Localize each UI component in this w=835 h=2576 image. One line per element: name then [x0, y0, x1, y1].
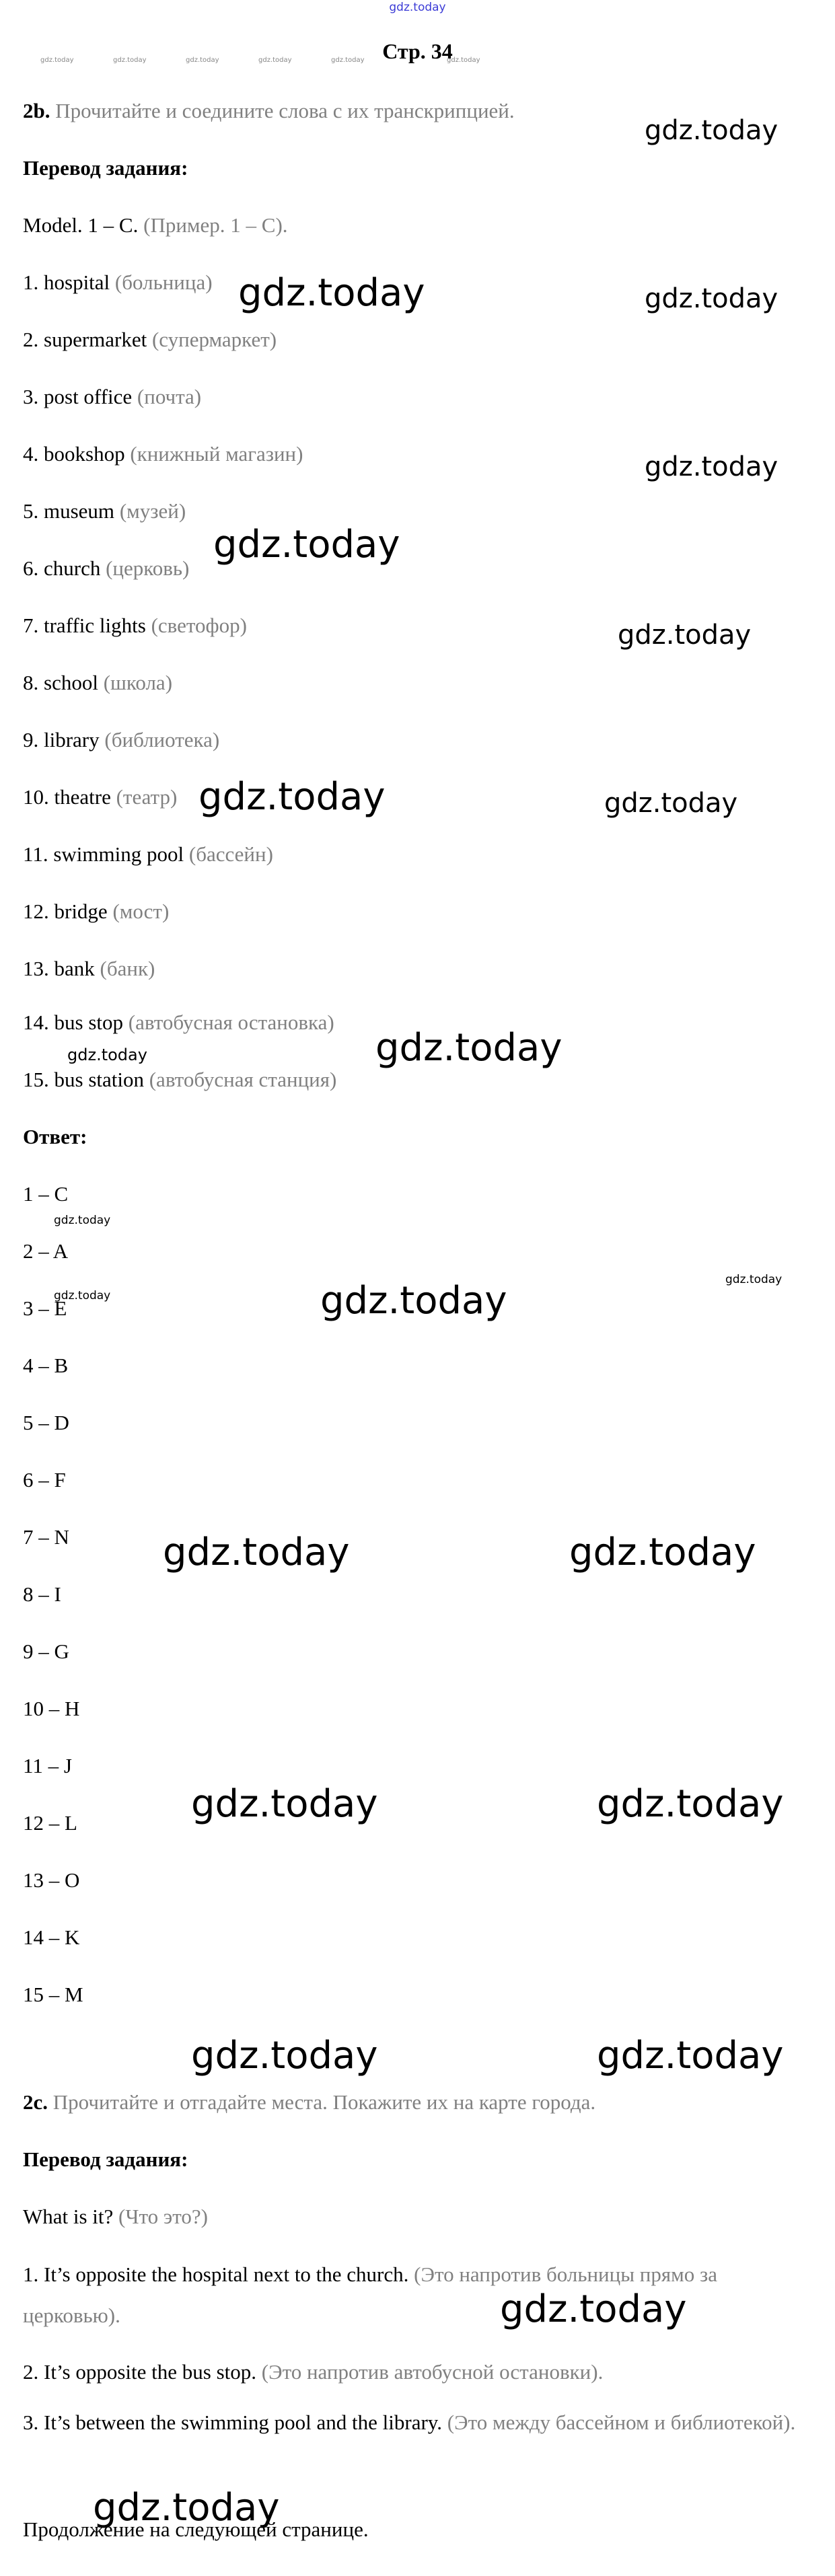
watermark: gdz.today: [198, 775, 386, 819]
site-watermark-top: gdz.today: [389, 1, 446, 14]
watermark: gdz.today: [320, 1279, 507, 1323]
item-ru: (школа): [103, 671, 173, 694]
list-item: [23, 1066, 336, 1093]
watermark: gdz.today: [618, 620, 752, 651]
answer-heading: Ответ:: [23, 1125, 87, 1148]
item-ru: (автобусная остановка): [128, 1010, 334, 1034]
item-en: 15. bus station: [23, 1068, 144, 1091]
list-item: [23, 498, 186, 525]
watermark: gdz.today: [604, 788, 738, 819]
answer-item: 13 – O: [23, 1868, 80, 1892]
watermark: gdz.today: [191, 1782, 378, 1826]
list-item: [23, 326, 277, 353]
list-item: [23, 2351, 810, 2392]
item-ru: (банк): [100, 957, 155, 980]
watermark: gdz.today: [597, 1782, 784, 1826]
list-item: [23, 612, 247, 639]
item-en: 6. church: [23, 556, 101, 580]
answer-item: 3 – E: [23, 1296, 67, 1320]
answer-item: 15 – M: [23, 1983, 83, 2006]
answer-item: 10 – H: [23, 1697, 80, 1720]
watermark: gdz.today: [375, 1026, 562, 1070]
watermark: gdz.today: [191, 2034, 378, 2077]
list-item: [23, 1009, 334, 1036]
item-en: 12. bridge: [23, 899, 108, 923]
item-en: 9. library: [23, 728, 100, 751]
answer-item: 4 – B: [23, 1354, 69, 1377]
list-item: [23, 383, 201, 410]
mini-watermark: gdz.today: [40, 57, 74, 64]
mini-watermark: gdz.today: [447, 57, 480, 64]
list-item: [23, 955, 155, 982]
answer-item: 11 – J: [23, 1754, 72, 1777]
watermark: gdz.today: [597, 2034, 784, 2077]
model-line: [23, 212, 288, 239]
answer-item: 5 – D: [23, 1411, 69, 1434]
instruction-text: Прочитайте и отгадайте места. Покажите их на карте города.: [52, 2090, 596, 2114]
watermark: gdz.today: [645, 115, 778, 146]
question-line: [23, 2203, 208, 2230]
task-number: 2b.: [23, 99, 50, 122]
item-en: 1. hospital: [23, 270, 110, 294]
item-en: 4. bookshop: [23, 442, 125, 466]
mini-watermark: gdz.today: [113, 57, 147, 64]
answer-item: 8 – I: [23, 1582, 61, 1606]
watermark: gdz.today: [645, 451, 778, 482]
list-item: [23, 898, 169, 925]
list-item: [23, 784, 177, 811]
item-en: 7. traffic lights: [23, 614, 146, 637]
list-item: [23, 441, 303, 468]
watermark: gdz.today: [213, 523, 400, 566]
task-2c-instruction: [23, 2089, 595, 2116]
watermark: gdz.today: [238, 271, 425, 315]
list-item: [23, 269, 213, 296]
item-en: 2. It’s opposite the bus stop.: [23, 2360, 257, 2384]
item-ru: (мост): [112, 899, 170, 923]
item-en: 1. It’s opposite the hospital next to the church.: [23, 2262, 409, 2286]
item-ru: (автобусная станция): [149, 1068, 337, 1091]
answer-item: 1 – C: [23, 1182, 69, 1206]
answer-item: 12 – L: [23, 1811, 77, 1835]
watermark: gdz.today: [500, 2287, 687, 2331]
item-en: 11. swimming pool: [23, 842, 184, 866]
item-en: 8. school: [23, 671, 98, 694]
item-en: 3. post office: [23, 385, 133, 408]
item-en: 13. bank: [23, 957, 95, 980]
watermark: gdz.today: [54, 1214, 111, 1227]
list-item: [23, 2254, 810, 2336]
model-en: Model. 1 – C.: [23, 213, 139, 237]
watermark: gdz.today: [645, 283, 778, 314]
item-ru: (церковь): [106, 556, 190, 580]
list-item: [23, 841, 273, 868]
item-ru: (музей): [119, 499, 186, 523]
model-ru: (Пример. 1 – C).: [143, 213, 288, 237]
item-en: 10. theatre: [23, 785, 111, 809]
item-ru: (Это напротив больницы прямо за церковью).: [23, 2262, 718, 2327]
task-2b-instruction: [23, 98, 515, 124]
list-item: [23, 727, 219, 753]
watermark: gdz.today: [67, 1045, 147, 1064]
mini-watermark: gdz.today: [331, 57, 365, 64]
item-ru: (почта): [137, 385, 202, 408]
translation-heading: Перевод задания:: [23, 2147, 188, 2171]
task-number: 2c.: [23, 2090, 48, 2114]
watermark: gdz.today: [93, 2486, 280, 2530]
item-en: 14. bus stop: [23, 1010, 123, 1034]
answer-item: 14 – K: [23, 1925, 80, 1949]
continued-note: Продолжение на следующей странице.: [23, 2517, 369, 2541]
item-ru: (больница): [114, 270, 213, 294]
item-ru: (библиотека): [104, 728, 220, 751]
watermark: gdz.today: [163, 1531, 350, 1574]
question-en: What is it?: [23, 2205, 114, 2228]
list-item: [23, 669, 172, 696]
answer-item: 6 – F: [23, 1468, 66, 1492]
watermark: gdz.today: [569, 1531, 756, 1574]
item-en: 3. It’s between the swimming pool and the library.: [23, 2411, 443, 2434]
item-ru: (бассейн): [188, 842, 273, 866]
item-ru: (театр): [116, 785, 178, 809]
answer-item: 2 – A: [23, 1239, 69, 1263]
item-en: 5. museum: [23, 499, 115, 523]
question-ru: (Что это?): [118, 2205, 208, 2228]
item-ru: (Это между бассейном и библиотекой).: [447, 2411, 796, 2434]
list-item: [23, 2402, 810, 2443]
mini-watermark: gdz.today: [258, 57, 292, 64]
answer-item: 7 – N: [23, 1525, 69, 1549]
item-ru: (светофор): [151, 614, 247, 637]
mini-watermark: gdz.today: [186, 57, 219, 64]
watermark: gdz.today: [725, 1273, 783, 1286]
page-title: Стр. 34: [382, 39, 453, 63]
item-en: 2. supermarket: [23, 328, 147, 351]
item-ru: (книжный магазин): [130, 442, 303, 466]
translation-heading: Перевод задания:: [23, 156, 188, 180]
list-item: [23, 555, 189, 582]
watermark: gdz.today: [54, 1289, 111, 1302]
item-ru: (супермаркет): [151, 328, 277, 351]
answer-item: 9 – G: [23, 1640, 69, 1663]
item-ru: (Это напротив автобусной остановки).: [261, 2360, 604, 2384]
instruction-text: Прочитайте и соедините слова с их транскрипцией.: [55, 99, 515, 122]
